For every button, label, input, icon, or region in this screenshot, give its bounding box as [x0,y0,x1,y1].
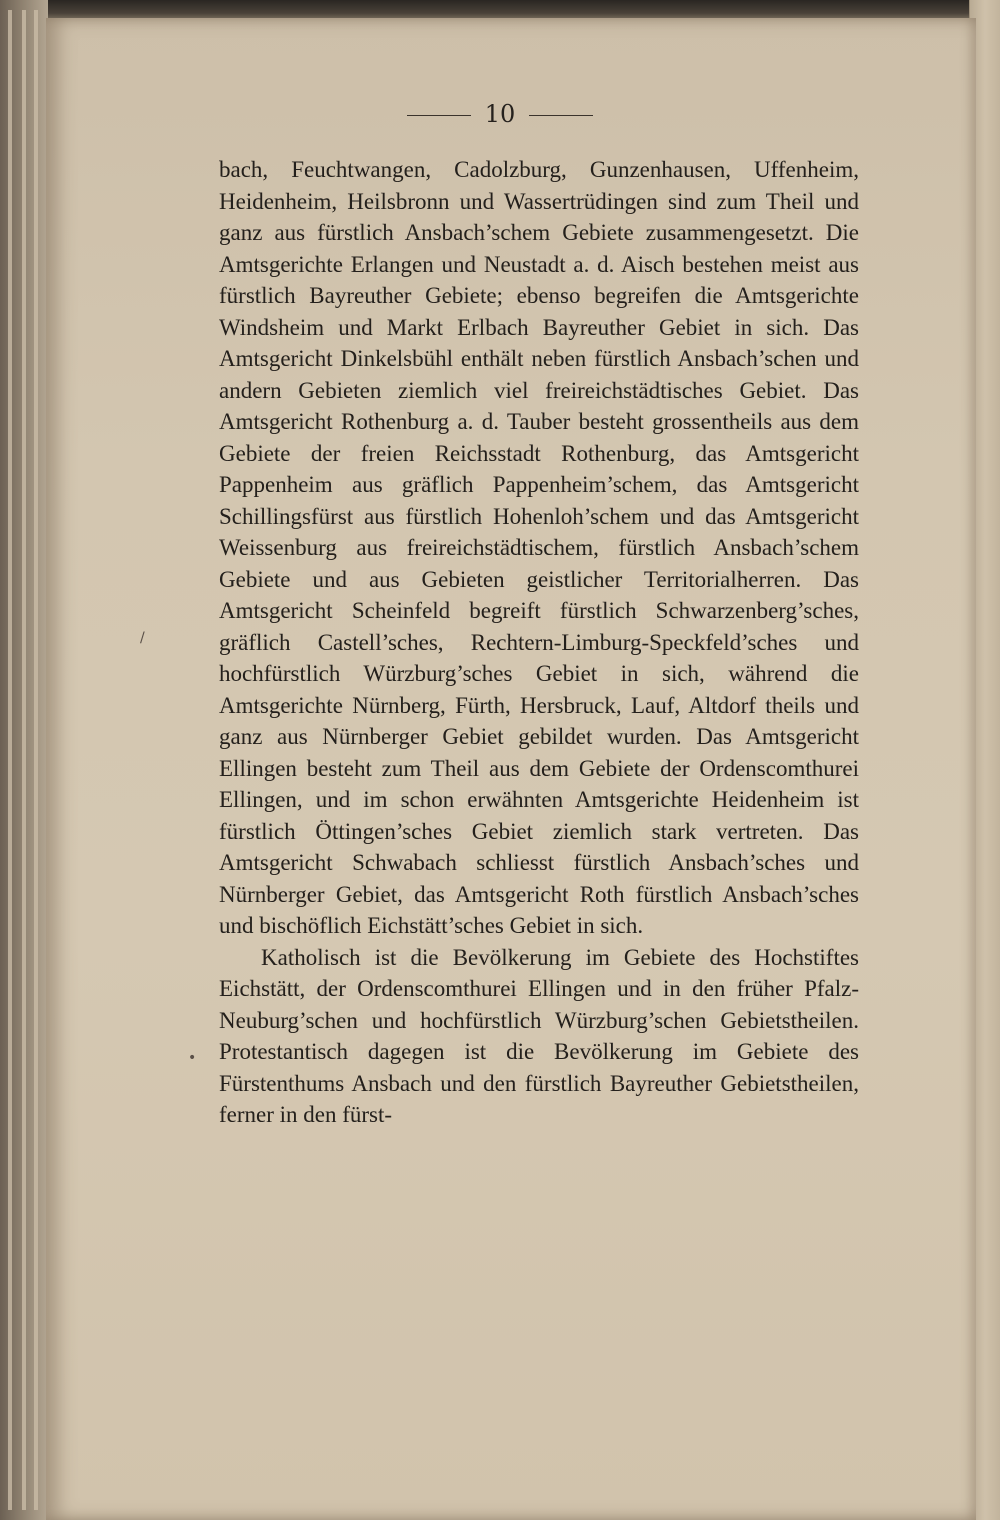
margin-dot-mark: • [188,1050,197,1066]
page-edge-strip [22,10,26,1510]
page-edge-strip [8,10,12,1510]
margin-pencil-mark: / [140,630,145,646]
page-number: 10 [484,100,516,128]
paragraph-1: bach, Feuchtwangen, Cadolzburg, Gunzenhausen, Uffenheim, Heidenheim, Heilsbronn und Wassertrüdingen sind zum Theil und ganz aus fürstlich Ansbach’schem Gebiete zusammengesetzt. Die Amtsgerichte Erlangen und Neustadt a. d. Aisch bestehen meist aus fürstlich Bayreuther Gebiete; ebenso begreifen die Amtsgerichte Windsheim und Markt Erlbach Bayreuther Gebiet in sich. Das Amtsgericht Dinkelsbühl enthält neben fürstlich Ansbach’schen und andern Gebieten ziemlich viel freireichstädtisches Gebiet. Das Amtsgericht Rothenburg a. d. Tauber besteht grossentheils aus dem Gebiete der freien Reichsstadt Rothenburg, das Amtsgericht Pappenheim aus gräflich Pappenheim’schem, das Amtsgericht Schillingsfürst aus fürstlich Hohenloh’schem und das Amtsgericht Weissenburg aus freireichstädtischem, fürstlich Ansbach’schem Gebiete und aus Gebieten geistlicher Territorialherren. Das Amtsgericht Scheinfeld begreift fürstlich Schwarzenberg’sches, gräflich Castell’sches, Rechtern-Limburg-Speckfeld’sches und hochfürstlich Würzburg’sches Gebiet in sich, während die Amtsgerichte Nürnberg, Fürth, Hersbruck, Lauf, Altdorf theils und ganz aus Nürnberger Gebiet gebildet wurden. Das Amtsgericht Ellingen besteht zum Theil aus dem Gebiete der Ordenscomthurei Ellingen, und im schon erwähnten Amtsgerichte Heidenheim ist fürstlich Öttingen’sches Gebiet ziemlich stark vertreten. Das Amtsgericht Schwabach schliesst fürstlich Ansbach’sches und Nürnberger Gebiet, das Amtsgericht Roth fürstlich Ansbach’sches und bischöflich Eichstätt’sches Gebiet in sich. [219,157,859,938]
header-rule-left [407,115,471,116]
book-binding [0,0,48,1520]
page-edge-strip [34,10,38,1510]
header-rule-right [529,115,593,116]
body-text [219,154,859,1131]
paragraph-2: Katholisch ist die Bevölkerung im Gebiete des Hochstiftes Eichstätt, der Ordenscomthurei Ellingen und in den früher Pfalz-Neuburg’schen und hochfürstlich Würzburg’schen Gebietstheilen. Protestantisch dagegen ist die Bevölkerung im Gebiete des Fürstenthums Ansbach und den fürstlich Bayreuther Gebietstheilen, ferner in den fürst- [219,944,859,1127]
page-header [0,100,1000,128]
